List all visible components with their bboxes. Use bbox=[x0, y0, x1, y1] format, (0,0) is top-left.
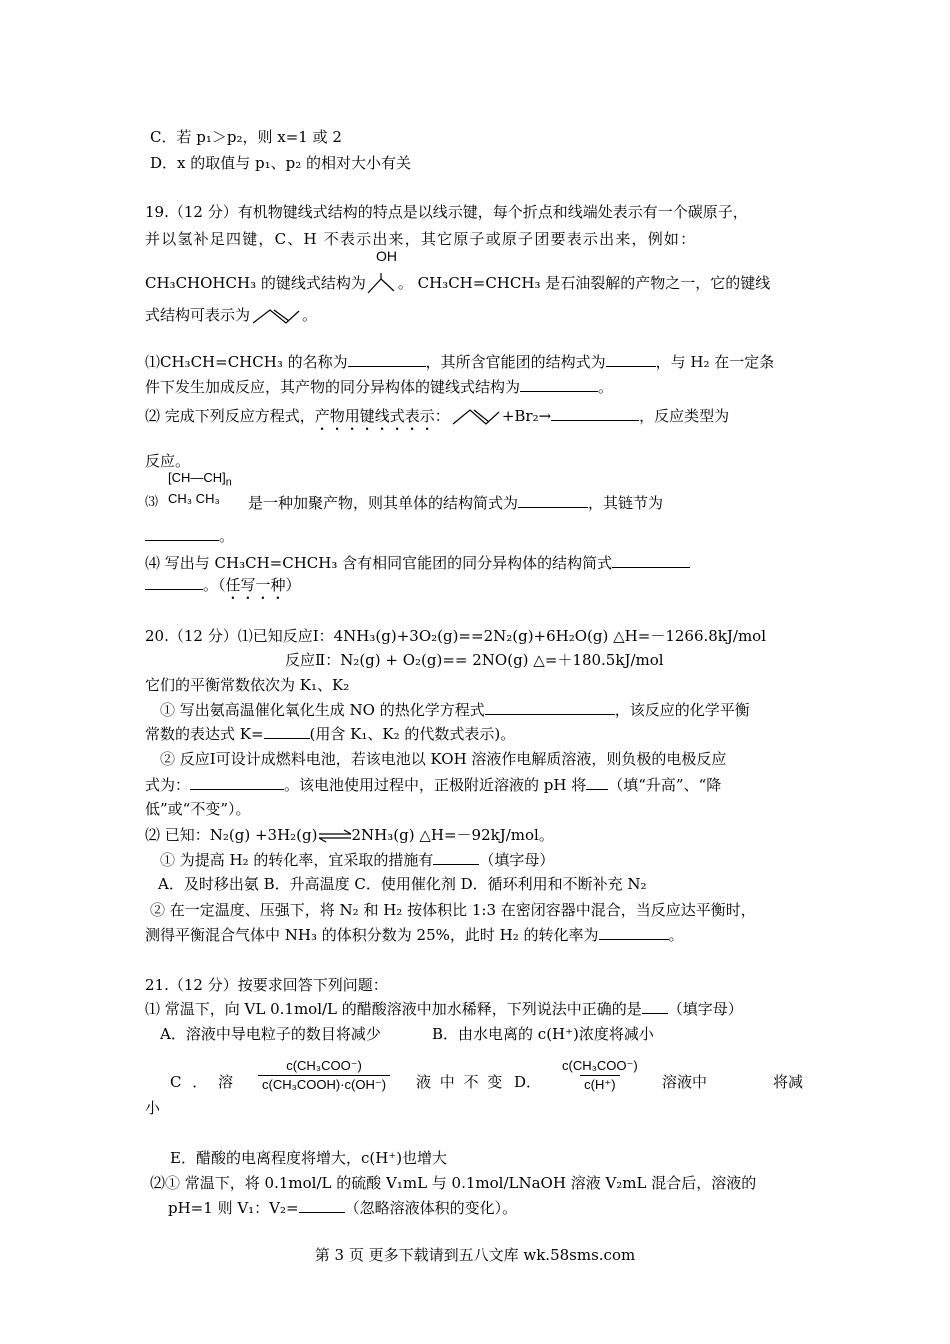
q21-part2-line2 bbox=[168, 1197, 517, 1218]
q21-option-c-label: C ． 溶 bbox=[170, 1073, 234, 1091]
q19-p4-text-c: ） bbox=[285, 576, 301, 594]
q21-part1-line bbox=[145, 998, 743, 1019]
answer-blank[interactable] bbox=[264, 723, 310, 739]
q19-p2-text-b: ： bbox=[434, 407, 450, 425]
polymer-side-groups: CH₃ CH₃ bbox=[168, 490, 220, 506]
q19-part1-line1 bbox=[145, 351, 774, 372]
q19-p4-emphasis: 任写一种 bbox=[225, 576, 286, 594]
q20-sub2-line2 bbox=[145, 774, 721, 795]
fraction-c-numerator: c(CH₃COO⁻) bbox=[286, 1058, 362, 1073]
answer-blank[interactable] bbox=[606, 351, 656, 367]
q19-p1-text-d: 件下发生加成反应，其产物的同分异构体的键线式结构为 bbox=[145, 378, 521, 396]
q20-sub2-line3: 低”或“不变”）。 bbox=[145, 800, 251, 818]
q18-option-d: D．x 的取值与 p₁、p₂ 的相对大小有关 bbox=[150, 154, 412, 172]
q20-q1-line bbox=[160, 849, 554, 870]
q19-example-text-c: 式结构可表示为 bbox=[145, 306, 251, 324]
q20-sub2-line1: ② 反应Ⅰ可设计成燃料电池，若该电池以 KOH 溶液作电解质溶液，则负极的电极反应 bbox=[160, 750, 727, 768]
q20-sub1-line2 bbox=[145, 723, 515, 744]
q19-p3-text-b: ，其链节为 bbox=[588, 494, 664, 512]
q19-example-text-b: 。 CH₃CH=CHCH₃ 是石油裂解的产物之一，它的键线 bbox=[397, 274, 771, 292]
q21-option-d-text-2: 将减 bbox=[773, 1073, 804, 1091]
q19-p3-text-a: 是一种加聚产物，则其单体的结构简式为 bbox=[248, 494, 519, 512]
q19-example-text-a: CH₃CHOHCH₃ 的键线式结构为 bbox=[145, 274, 366, 292]
answer-blank[interactable] bbox=[190, 774, 284, 790]
q19-p2-text-d: ，反应类型为 bbox=[639, 407, 730, 425]
q20-s1-text-d: (用含 K₁、K₂ 的代数式表示)。 bbox=[309, 725, 516, 743]
q21-title: 21.（12 分）按要求回答下列问题： bbox=[145, 976, 388, 994]
q19-p3-end: 。 bbox=[219, 527, 235, 545]
q19-part2-end: 反应。 bbox=[145, 452, 191, 470]
isopropanol-skeletal-structure bbox=[366, 273, 398, 295]
q19-intro-line1: 19.（12 分）有机物键线式结构的特点是以线示键，每个折点和线端处表示有一个碳原子， bbox=[145, 203, 748, 221]
q21-p1-text-a: ⑴ 常温下，向 VL 0.1mol/L 的醋酸溶液中加水稀释，下列说法中正确的是 bbox=[145, 1000, 642, 1018]
q21-p1-text-b: （填字母） bbox=[667, 1000, 743, 1018]
q19-example-line2 bbox=[145, 305, 317, 326]
fraction-d bbox=[558, 1058, 642, 1093]
q19-p2-text-c: +Br₂→ bbox=[501, 407, 552, 425]
answer-blank[interactable] bbox=[518, 492, 588, 508]
q19-example-line bbox=[145, 273, 770, 295]
q19-part2-line bbox=[145, 405, 729, 434]
q20-line1: 20.（12 分）⑴已知反应Ⅰ：4NH₃(g)+3O₂(g)==2N₂(g)+6H₂O(g) △H=－1266.8kJ/mol bbox=[145, 627, 767, 645]
q20-q1-text-a: ① 为提高 H₂ 的转化率，宜采取的措施有 bbox=[160, 851, 434, 869]
fraction-c bbox=[258, 1058, 390, 1093]
q19-part1-line2 bbox=[145, 376, 613, 397]
answer-blank[interactable] bbox=[433, 849, 479, 865]
fraction-d-numerator: c(CH₃COO⁻) bbox=[562, 1058, 638, 1073]
q20-q2-text-a: 测得平衡混合气体中 NH₃ 的体积分数为 25%，此时 H₂ 的转化率为 bbox=[145, 926, 599, 944]
q19-p1-text-c: ，与 H₂ 在一定条 bbox=[655, 353, 775, 371]
q20-q2-line2 bbox=[145, 924, 684, 945]
page-footer: 第 3 页 更多下载请到五八文库 wk.58sms.com bbox=[314, 1246, 636, 1264]
q19-part3-number: ⑶ bbox=[145, 495, 159, 510]
q21-option-d-label: D． bbox=[514, 1073, 542, 1091]
fraction-c-denominator: c(CH₃COOH)·c(OH⁻) bbox=[258, 1075, 390, 1093]
q19-part3-end-line bbox=[145, 525, 234, 546]
q20-part2-line bbox=[145, 825, 554, 845]
q20-s1-text-b: ，该反应的化学平衡 bbox=[614, 701, 750, 719]
butene-skeletal-structure bbox=[450, 406, 502, 428]
q18-option-c: C．若 p₁＞p₂，则 x=1 或 2 bbox=[150, 128, 342, 146]
q19-p1-text-a: ⑴CH₃CH=CHCH₃ 的名称为 bbox=[145, 353, 348, 371]
answer-blank[interactable] bbox=[145, 574, 203, 590]
q20-line2: 反应Ⅱ：N₂(g) + O₂(g)== 2NO(g) △=＋180.5kJ/mol bbox=[285, 651, 664, 669]
butene-skeletal-structure bbox=[250, 306, 302, 326]
q20-s2-text-c: （填“升高”、“降 bbox=[608, 776, 722, 794]
q19-p1-text-b: ，其所含官能团的结构式为 bbox=[425, 353, 606, 371]
q21-option-c-text: 液 中 不 变 bbox=[416, 1073, 505, 1091]
polymer-structure bbox=[168, 470, 232, 506]
q21-p2-text-b: （忽略溶液体积的变化）。 bbox=[344, 1199, 518, 1217]
q19-p4-text-a: ⑷ 写出与 CH₃CH=CHCH₃ 含有相同官能团的同分异构体的结构简式 bbox=[145, 554, 613, 572]
answer-blank[interactable] bbox=[145, 525, 219, 541]
q20-sub1-line1 bbox=[160, 699, 750, 720]
answer-blank[interactable] bbox=[551, 405, 639, 421]
q21-part2-line1: ⑵① 常温下，将 0.1mol/L 的硫酸 V₁mL 与 0.1mol/LNaOH 溶液 V₂mL 混合后，溶液的 bbox=[150, 1174, 757, 1192]
q21-option-d-text: 溶液中 bbox=[662, 1073, 708, 1091]
q20-q2-text-b: 。 bbox=[668, 926, 684, 944]
q20-s1-text-a: ① 写出氨高温催化氧化生成 NO 的热化学方程式 bbox=[160, 701, 485, 719]
q19-p2-text-a: ⑵ 完成下列反应方程式， bbox=[145, 407, 315, 425]
q19-p4-text-b: 。（ bbox=[203, 576, 226, 594]
q19-part4-line2 bbox=[145, 574, 301, 603]
q21-p2-text-a: pH=1 则 V₁：V₂= bbox=[168, 1199, 299, 1217]
polymer-subscript-n: n bbox=[225, 476, 232, 489]
q21-option-a: A．溶液中导电粒子的数目将减少 bbox=[160, 1025, 381, 1043]
answer-blank[interactable] bbox=[586, 774, 608, 790]
q19-intro-line2 bbox=[145, 229, 805, 249]
answer-blank[interactable] bbox=[599, 924, 669, 940]
q21-option-d-end: 小 bbox=[145, 1099, 161, 1117]
answer-blank[interactable] bbox=[485, 699, 615, 715]
q19-p1-text-e: 。 bbox=[598, 378, 614, 396]
q20-q2-line1: ② 在一定温度、压强下，将 N₂ 和 H₂ 按体积比 1:3 在密闭容器中混合，当反应达平衡时， bbox=[150, 901, 756, 919]
answer-blank[interactable] bbox=[642, 998, 668, 1014]
q19-example-oh-label: OH bbox=[376, 248, 397, 264]
answer-blank[interactable] bbox=[348, 351, 426, 367]
answer-blank[interactable] bbox=[520, 376, 598, 392]
q19-p2-emphasis: 产物用键线式表示 bbox=[314, 407, 435, 425]
answer-blank[interactable] bbox=[612, 552, 690, 568]
answer-blank[interactable] bbox=[299, 1197, 345, 1213]
q21-option-e: E．醋酸的电离程度将增大，c(H⁺)也增大 bbox=[170, 1149, 448, 1167]
polymer-backbone: [CH—CH] bbox=[168, 470, 226, 485]
q20-s2-text-b: 。该电池使用过程中，正极附近溶液的 pH 将 bbox=[284, 776, 587, 794]
q21-option-b: B．由水电离的 c(H⁺)浓度将减小 bbox=[432, 1025, 654, 1043]
q19-intro-line2-text: 并以氢补足四键，C、H 不表示出来，其它原子或原子团要表示出来，例如： bbox=[145, 230, 697, 248]
equilibrium-arrow-icon bbox=[318, 829, 352, 843]
q20-q1-text-b: （填字母） bbox=[479, 851, 555, 869]
q20-s1-text-c: 常数的表达式 K= bbox=[145, 725, 264, 743]
q19-part3-line bbox=[248, 492, 663, 513]
q20-line3: 它们的平衡常数依次为 K₁、K₂ bbox=[145, 676, 350, 694]
q20-p2-text-a: ⑵ 已知：N₂(g) +3H₂(g) bbox=[145, 826, 318, 844]
q20-options: A．及时移出氨 B．升高温度 C．使用催化剂 D．循环利用和不断补充 N₂ bbox=[158, 875, 647, 893]
q19-part4-line1 bbox=[145, 552, 690, 573]
q20-p2-text-b: 2NH₃(g) △H=－92kJ/mol。 bbox=[351, 826, 554, 844]
fraction-d-denominator: c(H⁺) bbox=[580, 1075, 619, 1093]
q19-example-text-d: 。 bbox=[302, 306, 318, 324]
q20-s2-text-a: 式为： bbox=[145, 776, 191, 794]
